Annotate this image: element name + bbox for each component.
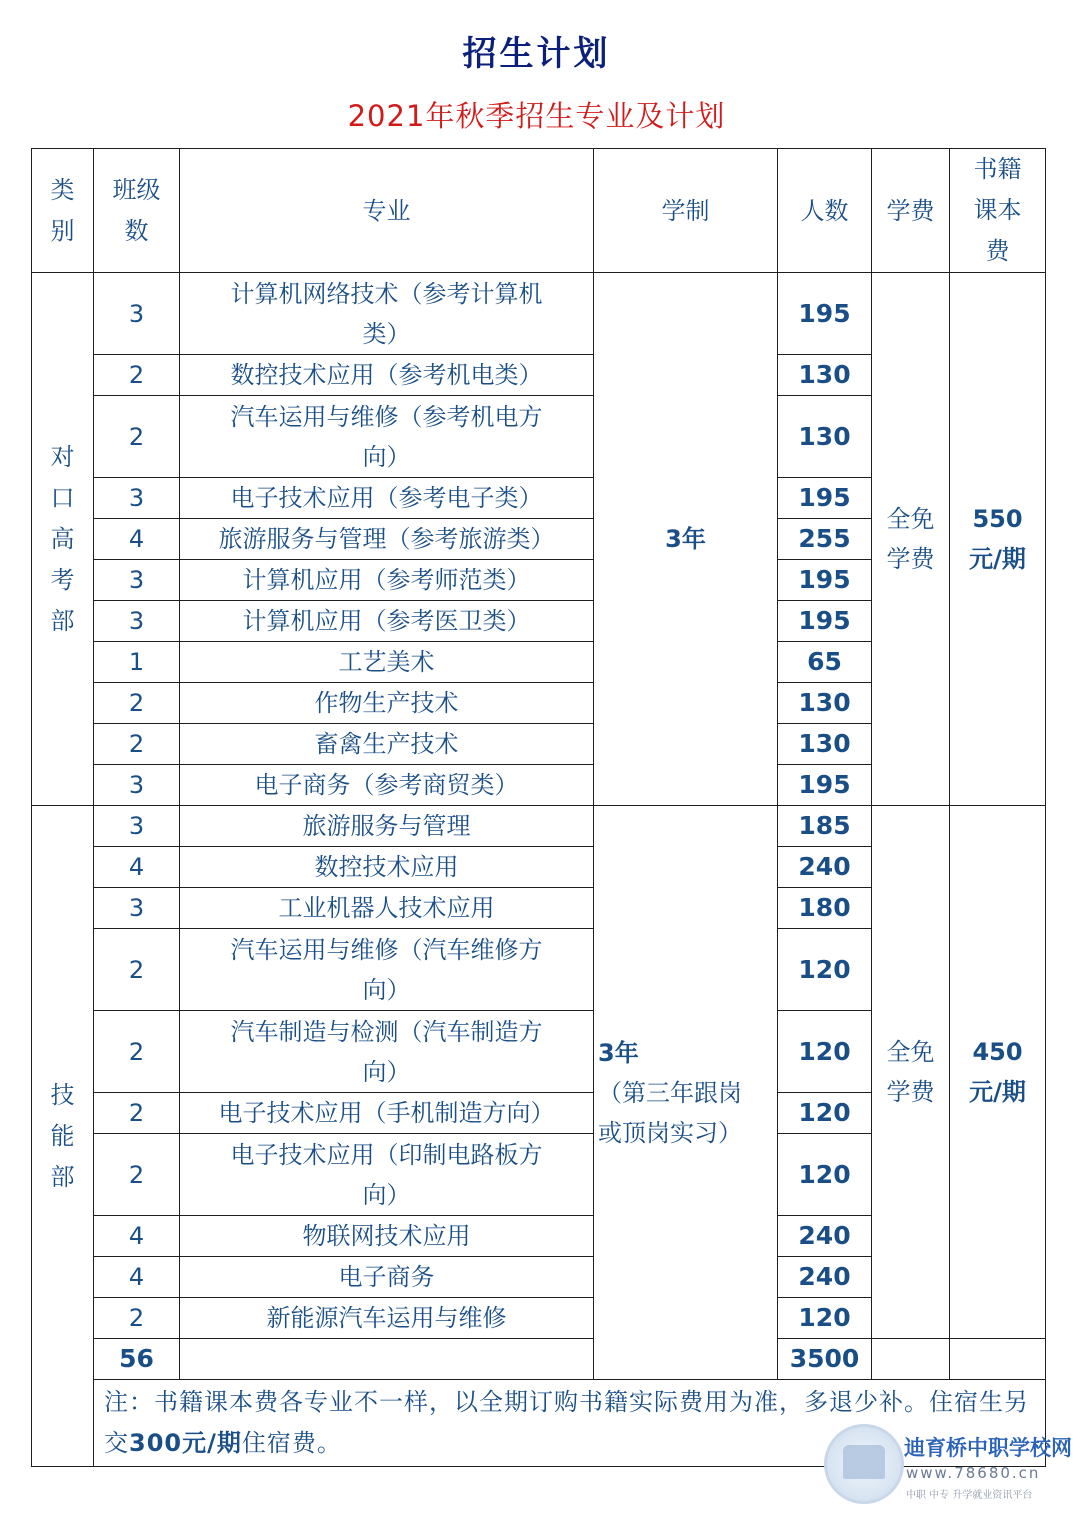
site-watermark [820, 1418, 1072, 1508]
classes-cell: 2 [94, 1298, 180, 1339]
major-cell: 工艺美术 [180, 642, 594, 683]
classes-cell: 4 [94, 1257, 180, 1298]
note-text-part2: 住宿费。 [241, 1429, 342, 1457]
totals-row [32, 1339, 1046, 1380]
count-cell: 195 [778, 765, 872, 806]
count-cell: 65 [778, 642, 872, 683]
count-cell: 240 [778, 847, 872, 888]
count-cell: 255 [778, 519, 872, 560]
major-cell: 电子商务（参考商贸类） [180, 765, 594, 806]
watermark-site-name: 迪育桥中职学校网 [904, 1436, 1072, 1460]
major-cell: 作物生产技术 [180, 683, 594, 724]
count-cell: 185 [778, 806, 872, 847]
page-title: 招生计划 [462, 34, 611, 74]
book-fee-cell: 450 元/期 [950, 806, 1046, 1339]
classes-cell: 4 [94, 1216, 180, 1257]
count-cell: 130 [778, 355, 872, 396]
classes-cell: 2 [94, 1011, 180, 1093]
major-cell: 畜禽生产技术 [180, 724, 594, 765]
count-cell: 130 [778, 396, 872, 478]
header-category: 类 别 [32, 149, 94, 273]
count-cell: 240 [778, 1257, 872, 1298]
major-cell: 汽车制造与检测（汽车制造方 向） [180, 1011, 594, 1093]
count-cell: 195 [778, 273, 872, 355]
classes-cell: 2 [94, 355, 180, 396]
duration-cell [594, 806, 778, 1380]
table-row [32, 273, 1046, 355]
count-cell: 240 [778, 1216, 872, 1257]
count-cell: 130 [778, 683, 872, 724]
total-count: 3500 [778, 1339, 872, 1380]
watermark-url: www.78680.cn [906, 1464, 1041, 1482]
note-amount: 300元/期 [129, 1429, 242, 1457]
watermark-tagline: 中职 中专 升学就业资讯平台 [906, 1490, 1033, 1501]
header-classes: 班级 数 [94, 149, 180, 273]
page-subtitle: 2021年秋季招生专业及计划 [347, 99, 726, 133]
major-cell: 新能源汽车运用与维修 [180, 1298, 594, 1339]
major-cell: 电子技术应用（印制电路板方 向） [180, 1134, 594, 1216]
classes-cell: 1 [94, 642, 180, 683]
duration-cell [594, 273, 778, 806]
major-cell: 汽车运用与维修（汽车维修方 向） [180, 929, 594, 1011]
classes-cell: 2 [94, 724, 180, 765]
total-classes: 56 [94, 1339, 180, 1380]
major-cell: 计算机应用（参考医卫类） [180, 601, 594, 642]
classes-cell: 3 [94, 560, 180, 601]
classes-cell: 3 [94, 273, 180, 355]
classes-cell: 4 [94, 519, 180, 560]
count-cell: 120 [778, 1134, 872, 1216]
note-text-part1: 注：书籍课本费各专业不一样，以全期订购书籍实际费用为准，多退少补。住宿生另交 [104, 1388, 1029, 1457]
table-row [32, 806, 1046, 847]
book-fee-cell: 550 元/期 [950, 273, 1046, 806]
major-cell: 计算机应用（参考师范类） [180, 560, 594, 601]
header-book-fee: 书籍 课本 费 [950, 149, 1046, 273]
classes-cell: 2 [94, 683, 180, 724]
enrollment-plan-table [31, 148, 1046, 1467]
category-cell: 对 口 高 考 部 [32, 273, 94, 806]
classes-cell: 4 [94, 847, 180, 888]
duration-note: （第三年跟岗 或顶岗实习） [598, 1078, 742, 1147]
count-cell: 195 [778, 560, 872, 601]
major-cell: 物联网技术应用 [180, 1216, 594, 1257]
category-cell: 技 能 部 [32, 806, 94, 1467]
classes-cell: 2 [94, 1134, 180, 1216]
totals-tuition-empty [872, 1339, 950, 1380]
table-header-row [32, 149, 1046, 273]
totals-major-empty [180, 1339, 594, 1380]
classes-cell: 3 [94, 888, 180, 929]
major-cell: 计算机网络技术（参考计算机 类） [180, 273, 594, 355]
major-cell: 旅游服务与管理（参考旅游类） [180, 519, 594, 560]
tuition-cell: 全免 学费 [872, 273, 950, 806]
major-cell: 电子技术应用（手机制造方向） [180, 1093, 594, 1134]
major-cell: 数控技术应用（参考机电类） [180, 355, 594, 396]
header-major: 专业 [180, 149, 594, 273]
count-cell: 180 [778, 888, 872, 929]
count-cell: 120 [778, 1011, 872, 1093]
totals-fee-empty [950, 1339, 1046, 1380]
classes-cell: 2 [94, 396, 180, 478]
major-cell: 工业机器人技术应用 [180, 888, 594, 929]
classes-cell: 3 [94, 806, 180, 847]
header-tuition: 学费 [872, 149, 950, 273]
classes-cell: 2 [94, 929, 180, 1011]
duration-value: 3年 [598, 1038, 639, 1067]
major-cell: 旅游服务与管理 [180, 806, 594, 847]
header-duration: 学制 [594, 149, 778, 273]
count-cell: 195 [778, 478, 872, 519]
school-seal-logo [824, 1424, 904, 1504]
count-cell: 120 [778, 1093, 872, 1134]
header-count: 人数 [778, 149, 872, 273]
major-cell: 电子技术应用（参考电子类） [180, 478, 594, 519]
tuition-cell: 全免 学费 [872, 806, 950, 1339]
classes-cell: 3 [94, 601, 180, 642]
major-cell: 电子商务 [180, 1257, 594, 1298]
duration-value: 3年 [665, 525, 706, 553]
count-cell: 195 [778, 601, 872, 642]
classes-cell: 3 [94, 478, 180, 519]
classes-cell: 3 [94, 765, 180, 806]
count-cell: 130 [778, 724, 872, 765]
major-cell: 汽车运用与维修（参考机电方 向） [180, 396, 594, 478]
major-cell: 数控技术应用 [180, 847, 594, 888]
classes-cell: 2 [94, 1093, 180, 1134]
count-cell: 120 [778, 1298, 872, 1339]
count-cell: 120 [778, 929, 872, 1011]
